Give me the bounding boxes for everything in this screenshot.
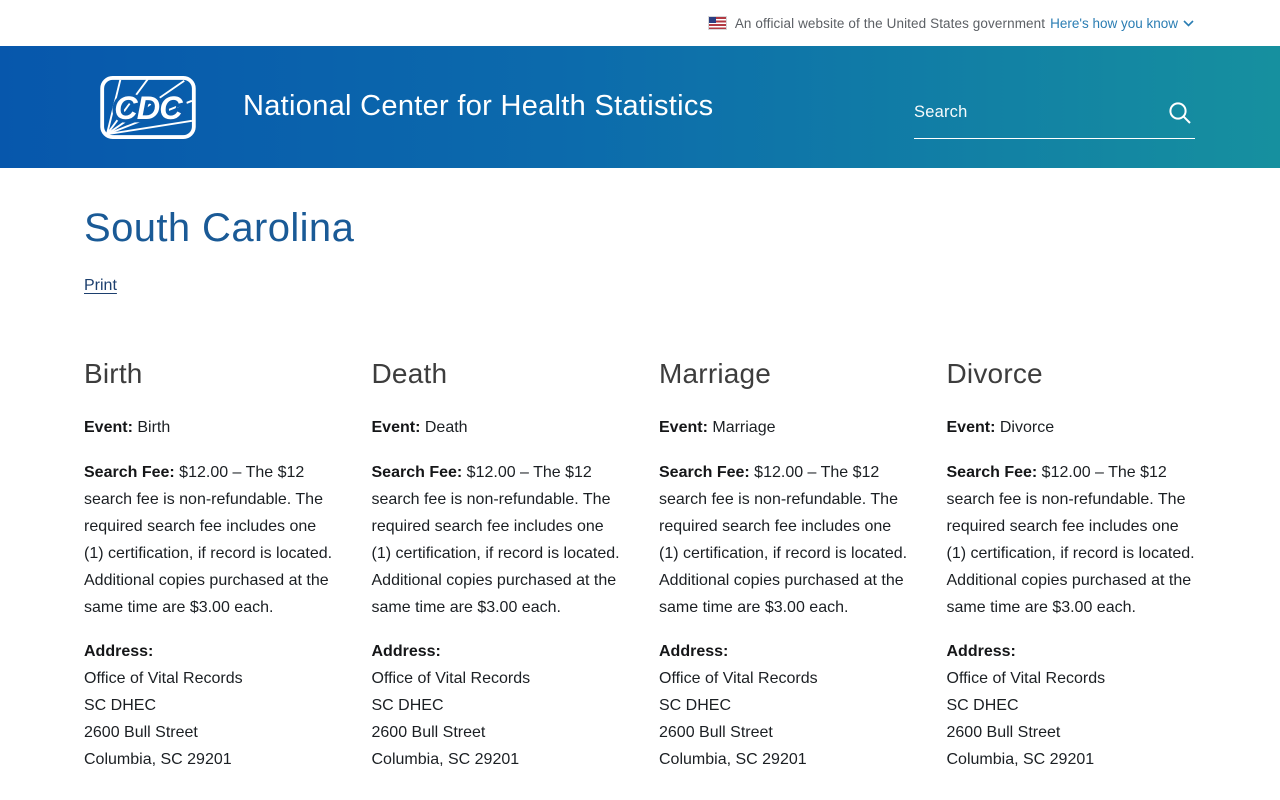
address-line: Columbia, SC 29201 <box>371 751 520 769</box>
gov-banner-text: An official website of the United States government <box>734 15 1046 31</box>
search-fee-text: $12.00 – The $12 search fee is non-refundable. The required search fee includes one (1) certification, if record is located. Additional copies purchased at the same time are $3.00 each. <box>371 464 620 617</box>
search-fee-label: Search Fee: <box>659 464 750 482</box>
gov-banner <box>0 0 1280 46</box>
search-area <box>914 100 1195 139</box>
address-label: Address: <box>84 643 154 661</box>
column-heading: Birth <box>84 358 143 389</box>
address-line: SC DHEC <box>946 697 1019 715</box>
search-button[interactable] <box>1165 100 1195 126</box>
column-divorce <box>947 358 1197 773</box>
vital-records-columns <box>84 358 1196 773</box>
address-line: 2600 Bull Street <box>84 724 198 742</box>
site-title[interactable]: National Center for Health Statistics <box>243 90 714 123</box>
address-block <box>947 638 1197 773</box>
search-fee-text: $12.00 – The $12 search fee is non-refundable. The required search fee includes one (1) certification, if record is located. Additional copies purchased at the same time are $3.00 each. <box>84 464 333 617</box>
address-line: SC DHEC <box>659 697 732 715</box>
search-fee-text: $12.00 – The $12 search fee is non-refundable. The required search fee includes one (1) certification, if record is located. Additional copies purchased at the same time are $3.00 each. <box>659 464 908 617</box>
column-heading: Death <box>371 358 448 389</box>
address-label: Address: <box>371 643 441 661</box>
address-line: 2600 Bull Street <box>659 724 773 742</box>
address-line: Office of Vital Records <box>946 670 1106 688</box>
address-label: Address: <box>946 643 1016 661</box>
search-fee-label: Search Fee: <box>371 464 463 482</box>
heres-how-you-know-link[interactable]: Here's how you know <box>1050 15 1178 31</box>
address-block <box>84 638 334 773</box>
event-label: Event: <box>371 419 421 436</box>
column-birth <box>84 358 334 773</box>
column-marriage <box>659 358 909 773</box>
chevron-down-icon[interactable] <box>1183 20 1194 27</box>
address-line: SC DHEC <box>371 697 444 715</box>
event-label: Event: <box>84 419 133 436</box>
column-heading: Marriage <box>659 358 772 389</box>
address-block <box>659 638 909 773</box>
search-fee-label: Search Fee: <box>84 464 175 482</box>
address-line: SC DHEC <box>84 697 157 715</box>
address-line: Office of Vital Records <box>371 670 531 688</box>
search-fee-text: $12.00 – The $12 search fee is non-refundable. The required search fee includes one (1) certification, if record is located. Additional copies purchased at the same time are $3.00 each. <box>946 464 1195 617</box>
svg-text:CDC: CDC <box>114 89 182 126</box>
cdc-logo-icon[interactable] <box>100 76 196 139</box>
address-line: Office of Vital Records <box>659 670 818 688</box>
site-header <box>0 46 1280 168</box>
address-line: Columbia, SC 29201 <box>659 751 807 769</box>
event-value: Marriage <box>712 419 776 436</box>
event-value: Divorce <box>999 419 1055 436</box>
address-block <box>372 638 622 773</box>
address-line: 2600 Bull Street <box>946 724 1061 742</box>
print-link[interactable]: Print <box>84 277 117 294</box>
address-label: Address: <box>659 643 729 661</box>
column-death <box>372 358 622 773</box>
address-line: Columbia, SC 29201 <box>84 751 232 769</box>
us-flag-icon <box>709 17 726 29</box>
main-content <box>0 206 1280 773</box>
event-label: Event: <box>946 419 996 436</box>
search-icon <box>1167 100 1193 126</box>
column-heading: Divorce <box>946 358 1043 389</box>
page-title: South Carolina <box>84 206 355 250</box>
address-line: Office of Vital Records <box>84 670 243 688</box>
search-fee-label: Search Fee: <box>946 464 1038 482</box>
event-value: Birth <box>137 419 171 436</box>
address-line: Columbia, SC 29201 <box>946 751 1095 769</box>
event-label: Event: <box>659 419 708 436</box>
search-input[interactable] <box>914 103 1165 122</box>
event-value: Death <box>424 419 468 436</box>
address-line: 2600 Bull Street <box>371 724 486 742</box>
